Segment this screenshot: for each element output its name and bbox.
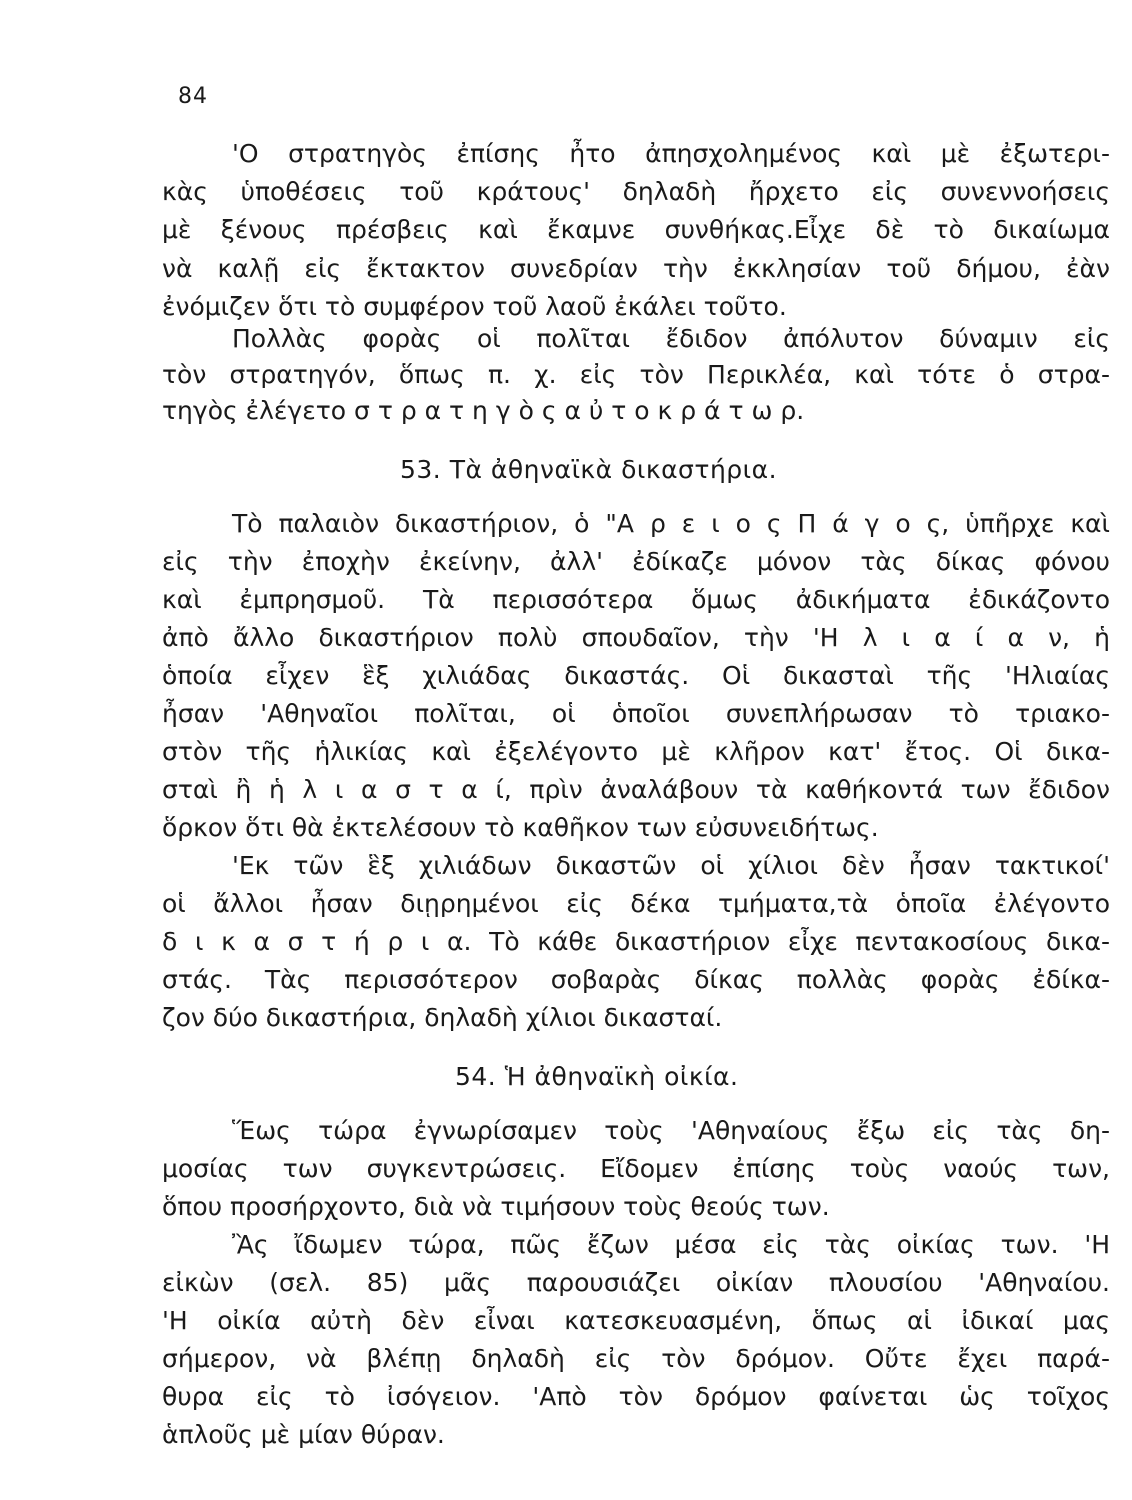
text-line: 'Εκ τῶν ἓξ χιλιάδων δικαστῶν οἱ χίλιοι δὲν ἦσαν τακτικοί': [232, 851, 1110, 880]
text-line: οἱ ἄλλοι ἦσαν διῃρημένοι εἰς δέκα τμήματα,τὰ ὁποῖα ἐλέγοντο: [162, 889, 1110, 918]
text-line: νὰ καλῇ εἰς ἔκτακτον συνεδρίαν τὴν ἐκκλησίαν τοῦ δήμου, ἐὰν: [162, 254, 1110, 283]
text-line: τὸν στρατηγόν, ὅπως π. χ. εἰς τὸν Περικλέα, καὶ τότε ὁ στρα-: [162, 360, 1110, 389]
text-line: θυρα εἰς τὸ ἰσόγειον. 'Απὸ τὸν δρόμον φαίνεται ὡς τοῖχος: [162, 1382, 1110, 1411]
text-line: ζον δύο δικαστήρια, δηλαδὴ χίλιοι δικασταί.: [162, 1003, 723, 1032]
text-line: καὶ ἐμπρησμοῦ. Τὰ περισσότερα ὅμως ἀδικήματα ἐδικάζοντο: [162, 585, 1110, 614]
text-line: κὰς ὑποθέσεις τοῦ κράτους' δηλαδὴ ἤρχετο εἰς συνεννοήσεις: [162, 177, 1110, 206]
text-line: δ ι κ α σ τ ή ρ ι α. Τὸ κάθε δικαστήριον εἶχε πεντακοσίους δικα-: [162, 927, 1110, 956]
section-heading: 53. Τὰ ἀθηναϊκὰ δικαστήρια.: [400, 455, 778, 484]
text-line: ἐνόμιζεν ὅτι τὸ συμφέρον τοῦ λαοῦ ἐκάλει τοῦτο.: [162, 292, 787, 321]
text-line: Ἕως τώρα ἐγνωρίσαμεν τοὺς 'Αθηναίους ἔξω εἰς τὰς δη-: [232, 1116, 1110, 1145]
text-line: στάς. Τὰς περισσότερον σοβαρὰς δίκας πολλὰς φορὰς ἐδίκα-: [162, 965, 1110, 994]
section-heading: 54. Ἡ ἀθηναϊκὴ οἰκία.: [455, 1062, 739, 1091]
text-line: εἰς τὴν ἐποχὴν ἐκείνην, ἀλλ' ἐδίκαζε μόνον τὰς δίκας φόνου: [162, 547, 1110, 576]
text-line: ὁποία εἶχεν ἓξ χιλιάδας δικαστάς. Οἱ δικασταὶ τῆς 'Ηλιαίας: [162, 661, 1110, 690]
text-line: τηγὸς ἐλέγετο σ τ ρ α τ η γ ὸ ς α ὐ τ ο κ ρ ά τ ω ρ.: [162, 396, 805, 425]
text-line: 'Ο στρατηγὸς ἐπίσης ἦτο ἀπησχολημένος καὶ μὲ ἐξωτερι-: [232, 139, 1110, 168]
page-number: 84: [178, 84, 208, 109]
text-line: ἦσαν 'Αθηναῖοι πολῖται, οἱ ὁποῖοι συνεπλήρωσαν τὸ τριακο-: [162, 699, 1110, 728]
text-line: εἰκὼν (σελ. 85) μᾶς παρουσιάζει οἰκίαν πλουσίου 'Αθηναίου.: [162, 1268, 1110, 1297]
text-line: μὲ ξένους πρέσβεις καὶ ἔκαμνε συνθήκας.Εἶχε δὲ τὸ δικαίωμα: [162, 215, 1110, 244]
text-line: στὸν τῆς ἡλικίας καὶ ἐξελέγοντο μὲ κλῆρον κατ' ἔτος. Οἱ δικα-: [162, 737, 1110, 766]
text-line: σήμερον, νὰ βλέπῃ δηλαδὴ εἰς τὸν δρόμον. Οὔτε ἔχει παρά-: [162, 1344, 1110, 1373]
text-line: ἀπὸ ἄλλο δικαστήριον πολὺ σπουδαῖον, τὴν 'Η λ ι α ί α ν, ἡ: [162, 623, 1110, 652]
text-line: 'Η οἰκία αὐτὴ δὲν εἶναι κατεσκευασμένη, ὅπως αἱ ἰδικαί μας: [162, 1306, 1110, 1335]
text-line: ὅπου προσήρχοντο, διὰ νὰ τιμήσουν τοὺς θεούς των.: [162, 1192, 830, 1221]
text-line: Ἂς ἴδωμεν τώρα, πῶς ἔζων μέσα εἰς τὰς οἰκίας των. 'Η: [232, 1230, 1110, 1259]
text-line: μοσίας των συγκεντρώσεις. Εἴδομεν ἐπίσης τοὺς ναούς των,: [162, 1154, 1110, 1183]
text-line: Πολλὰς φορὰς οἱ πολῖται ἔδιδον ἀπόλυτον δύναμιν εἰς: [232, 324, 1110, 353]
text-line: ὅρκον ὅτι θὰ ἐκτελέσουν τὸ καθῆκον των εὐσυνειδήτως.: [162, 813, 879, 842]
text-line: Τὸ παλαιὸν δικαστήριον, ὁ "Α ρ ε ι ο ς Π ά γ ο ς, ὑπῆρχε καὶ: [232, 509, 1110, 538]
text-line: σταὶ ἢ ἡ λ ι α σ τ α ί, πρὶν ἀναλάβουν τὰ καθήκοντά των ἔδιδον: [162, 775, 1110, 804]
text-line: ἁπλοῦς μὲ μίαν θύραν.: [162, 1420, 445, 1449]
